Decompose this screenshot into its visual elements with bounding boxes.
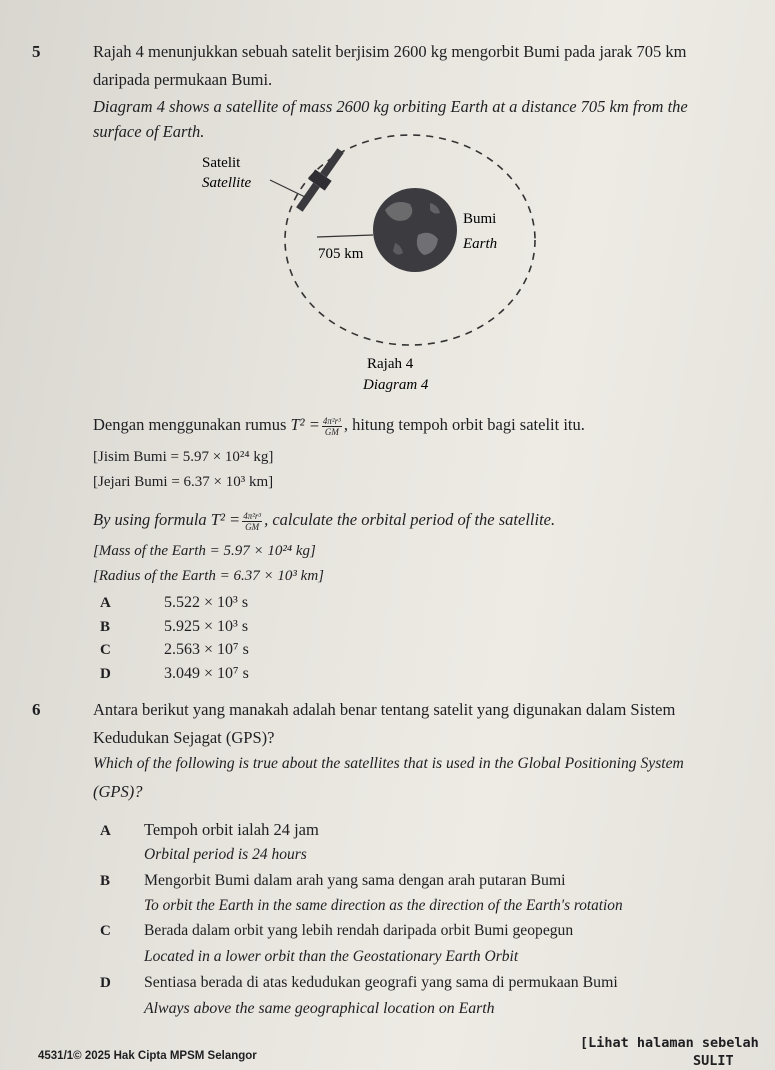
q5-option-a[interactable] xyxy=(100,594,248,612)
formula-english xyxy=(210,510,264,532)
footer-sulit: SULIT xyxy=(693,1053,734,1069)
earth-label-english: Earth xyxy=(463,236,498,252)
distance-label: 705 km xyxy=(318,246,364,262)
q5-malay-mass: [Jisim Bumi = 5.97 × 10²⁴ kg] xyxy=(93,449,274,465)
q6-english-line-1: Which of the following is true about the satellites that is used in the Global Positioning System xyxy=(93,755,684,772)
satellite-icon xyxy=(291,145,349,215)
q6-option-d-english: Always above the same geographical location on Earth xyxy=(144,1000,495,1017)
question-6-number: 6 xyxy=(32,700,41,719)
q6-malay-line-1: Antara berikut yang manakah adalah benar tentang satelit yang digunakan dalam Sistem xyxy=(93,700,676,719)
formula-numerator: 4π²r³ xyxy=(322,415,341,426)
q6-option-c[interactable] xyxy=(100,922,573,940)
formula-lhs: T² = xyxy=(210,510,241,529)
formula-numerator: 4π²r³ xyxy=(243,510,262,521)
question-5-number: 5 xyxy=(32,42,41,61)
footer-next-page: [Lihat halaman sebelah xyxy=(580,1035,759,1051)
earth-icon xyxy=(373,188,457,272)
option-malay: Tempoh orbit ialah 24 jam xyxy=(144,820,319,839)
option-letter: C xyxy=(100,923,111,939)
satellite-pointer xyxy=(270,180,305,197)
diagram-4 xyxy=(180,125,580,400)
q5-malay-radius: [Jejari Bumi = 6.37 × 10³ km] xyxy=(93,474,274,490)
diagram-caption-malay: Rajah 4 xyxy=(367,356,414,372)
q5-english-formula-post: , calculate the orbital period of the satellite. xyxy=(264,510,556,529)
option-letter: B xyxy=(100,873,111,889)
formula-malay xyxy=(290,415,344,437)
q5-option-c[interactable] xyxy=(100,641,249,659)
option-letter: C xyxy=(100,642,111,658)
q5-option-d[interactable] xyxy=(100,665,249,683)
option-malay: Sentiasa berada di atas kedudukan geografi yang sama di permukaan Bumi xyxy=(144,974,618,991)
formula-denominator: GM xyxy=(245,521,260,532)
q5-option-b[interactable] xyxy=(100,618,248,636)
q5-malay-line-2: daripada permukaan Bumi. xyxy=(93,70,273,89)
q5-english-formula-pre: By using formula xyxy=(93,510,207,529)
formula-denominator: GM xyxy=(324,426,339,437)
satellite-label-malay: Satelit xyxy=(202,155,241,171)
option-letter: D xyxy=(100,975,111,991)
q5-malay-line-1: Rajah 4 menunjukkan sebuah satelit berjisim 2600 kg mengorbit Bumi pada jarak 705 km xyxy=(93,42,687,61)
option-value: 5.522 × 10³ s xyxy=(164,594,249,611)
q6-option-b-english: To orbit the Earth in the same direction as the direction of the Earth's rotation xyxy=(144,897,623,914)
q5-english-line-2: surface of Earth. xyxy=(93,122,205,141)
option-value: 2.563 × 10⁷ s xyxy=(164,641,249,658)
distance-line xyxy=(317,235,373,237)
q5-english-line-1: Diagram 4 shows a satellite of mass 2600 kg orbiting Earth at a distance 705 km from the xyxy=(93,97,688,116)
option-malay: Berada dalam orbit yang lebih rendah daripada orbit Bumi geopegun xyxy=(144,922,574,939)
q5-malay-formula-post: , hitung tempoh orbit bagi satelit itu. xyxy=(343,415,585,434)
q6-malay-line-2: Kedudukan Sejagat (GPS)? xyxy=(93,728,275,747)
q6-option-c-english: Located in a lower orbit than the Geostationary Earth Orbit xyxy=(144,948,519,965)
option-letter: A xyxy=(100,595,111,611)
q5-malay-formula-line xyxy=(93,415,585,437)
q6-option-a[interactable] xyxy=(100,820,319,840)
option-letter: D xyxy=(100,666,111,682)
q6-option-a-english: Orbital period is 24 hours xyxy=(144,846,307,863)
option-letter: B xyxy=(100,619,111,635)
q5-english-mass: [Mass of the Earth = 5.97 × 10²⁴ kg] xyxy=(93,543,316,559)
q5-english-formula-line xyxy=(93,510,555,532)
option-value: 5.925 × 10³ s xyxy=(164,618,249,635)
footer-copyright: 4531/1© 2025 Hak Cipta MPSM Selangor xyxy=(38,1050,257,1062)
earth-label-malay: Bumi xyxy=(463,211,497,227)
option-value: 3.049 × 10⁷ s xyxy=(164,665,249,682)
satellite-label-english: Satellite xyxy=(202,175,252,191)
formula-lhs: T² = xyxy=(290,415,320,434)
q6-option-d[interactable] xyxy=(100,974,618,992)
diagram-caption-english: Diagram 4 xyxy=(363,377,429,393)
q5-malay-formula-pre: Dengan menggunakan rumus xyxy=(93,415,287,434)
q6-option-b[interactable] xyxy=(100,872,566,890)
q6-english-line-2: (GPS)? xyxy=(93,782,143,801)
q5-english-radius: [Radius of the Earth = 6.37 × 10³ km] xyxy=(93,568,324,584)
option-malay: Mengorbit Bumi dalam arah yang sama dengan arah putaran Bumi xyxy=(144,872,566,889)
option-letter: A xyxy=(100,823,111,839)
